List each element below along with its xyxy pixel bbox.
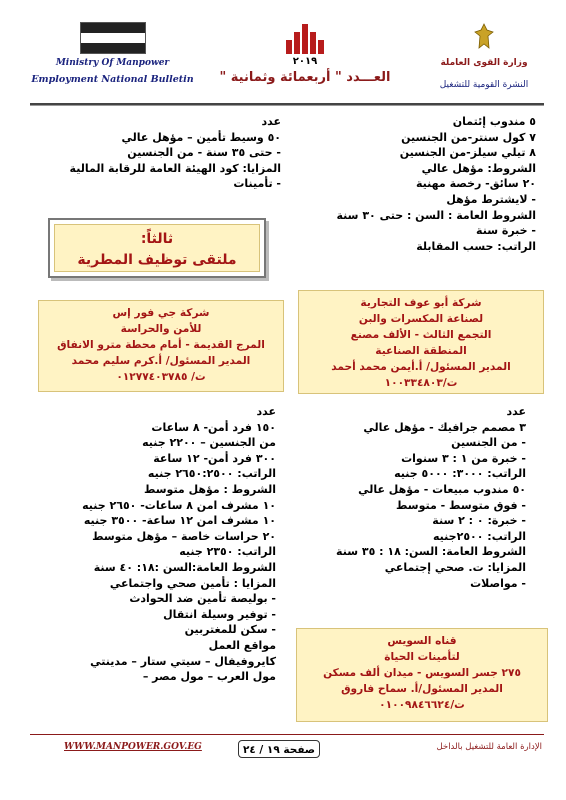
company-line: المرج القديمة - أمام محطة مترو الانفاق xyxy=(57,339,265,351)
ministry-arabic: وزارة القوى العاملة xyxy=(440,58,528,68)
header-center xyxy=(205,18,405,85)
page-number: صفحة ١٩ / ٢٤ xyxy=(238,740,320,758)
list-item: - فوق متوسط - متوسط xyxy=(396,498,526,512)
list-item: الراتب: ٢٣٥٠ جنيه xyxy=(179,545,276,559)
company-line: للأمن والحراسة xyxy=(120,323,202,335)
company-line: ٢٧٥ جسر السويس - ميدان ألف مسكن xyxy=(323,667,521,679)
company-line: المدير المسئول/أ. سماح فاروق xyxy=(341,683,503,695)
list-item: ٥٠ وسيط تأمين – مؤهل عالي xyxy=(121,130,281,144)
list-item: الشروط العامة : السن : حتى ٣٠ سنة xyxy=(336,208,536,222)
list-item: - بوليصة تأمين ضد الحوادث xyxy=(129,592,276,606)
list-item: - خبرة: ٠ : ٢ سنة xyxy=(432,514,526,528)
company-box-abu-auf xyxy=(298,290,544,394)
list-item: - سكن للمغتربين xyxy=(184,623,276,637)
section-heading xyxy=(54,224,260,272)
list-item: - تأمينات xyxy=(233,177,281,191)
flag-band-bottom xyxy=(81,43,145,53)
list-item: ٥٠ مندوب مبيعات - مؤهل عالي xyxy=(358,482,526,496)
list-item: الراتب: ٣٠٠٠: ٥٠٠٠ جنيه xyxy=(394,467,526,481)
list-item: ١٠ مشرف امن ١٢ ساعة- ٣٥٠٠ جنيه xyxy=(83,514,276,528)
company-line: شركة جي فور إس xyxy=(112,307,210,319)
company-box-suez xyxy=(296,628,548,722)
company-line: لتأمينات الحياة xyxy=(384,651,460,663)
company-line: شركة أبو عوف التجارية xyxy=(360,297,482,309)
list-item: الشروط العامة:السن :١٨: ٤٠ سنة xyxy=(93,560,276,574)
list-item: ٨ تيلي سيلز-من الجنسين xyxy=(399,146,536,160)
list-item: ٢٠ سائق- رخصة مهنية xyxy=(416,177,536,191)
list-item: - من الجنسين xyxy=(451,436,526,450)
list-item: عدد xyxy=(506,405,526,418)
list-item: ٣٠٠ فرد أمن- ١٢ ساعة xyxy=(153,451,276,465)
footer-admin: الإدارة العامة للتشغيل بالداخل xyxy=(436,742,542,752)
company-phone: ت/ ٠١٢٧٧٤٠٣٧٨٥ xyxy=(116,371,206,383)
company-line: قناه السويس xyxy=(387,635,457,647)
list-item: - حتى ٣٥ سنة - من الجنسين xyxy=(127,146,281,160)
list-item: المزايا: كود الهيئة العامة للرقابة المالية xyxy=(69,161,281,175)
bulletin-arabic: النشرة القومية للتشغيل xyxy=(439,80,529,90)
list-item: ٥ مندوب إئتمان xyxy=(452,115,536,128)
company-line: المدير المسئول/ أ.أيمن محمد أحمد xyxy=(331,361,511,373)
list-item: المزايا : تأمين صحي واجتماعي xyxy=(109,576,276,590)
list-item: الراتب: حسب المقابلة xyxy=(416,239,536,253)
list-item: ٢٠ حراسات خاصة – مؤهل متوسط xyxy=(92,529,276,543)
right-top-list xyxy=(296,114,536,254)
right-jobs-list xyxy=(286,404,526,591)
list-item: ٣ مصمم جرافيك - مؤهل عالي xyxy=(363,420,526,434)
list-item: الشروط العامة: السن: ١٨ : ٣٥ سنة xyxy=(336,545,526,559)
year-label: ٢٠١٩ xyxy=(292,56,318,67)
header-right xyxy=(424,22,544,90)
bulletin-english: Employment National Bulletin xyxy=(31,74,194,85)
company-phone: ت/١٠٠٣٣٤٨٠٣ xyxy=(384,377,458,389)
list-item: - مواصلات xyxy=(470,576,526,590)
list-item: الراتب: ٢٦٥٠:٢٥٠٠ جنيه xyxy=(147,467,276,481)
list-item: الشروط : مؤهل متوسط xyxy=(143,482,276,496)
section-title: ملتقى توظيف المطرية xyxy=(77,252,237,268)
list-item: المزايا: ت. صحي إجتماعي xyxy=(384,560,526,574)
list-item: مواقع العمل xyxy=(208,638,276,652)
list-item: مول العرب – مول مصر – xyxy=(142,670,276,684)
list-item: - خبرة سنة xyxy=(476,224,536,238)
list-item: الراتب: ٢٥٠٠جنيه xyxy=(433,529,526,543)
company-line: التجمع الثالث - الألف مصنع xyxy=(350,329,492,341)
bulletin-logo xyxy=(274,18,336,54)
header-left xyxy=(30,22,195,85)
company-phone: ت/٠١٠٠٩٨٤٦٦٢٤ xyxy=(379,699,465,711)
list-item: كايروفيفال – سيتي ستار – مدينتي xyxy=(90,654,276,668)
list-item: عدد xyxy=(256,405,276,418)
left-jobs-list xyxy=(36,404,276,685)
footer-divider xyxy=(30,734,544,735)
section-heading-frame xyxy=(48,218,266,278)
list-item: - توفير وسيلة انتقال xyxy=(163,607,276,621)
section-label: ثالثاً: xyxy=(140,231,174,247)
list-item: - لايشترط مؤهل xyxy=(446,192,536,206)
ministry-english: Ministry Of Manpower xyxy=(55,58,170,68)
header-divider xyxy=(30,103,544,106)
list-item: ١٠ مشرف امن ٨ ساعات- ٢٦٥٠ جنيه xyxy=(82,498,276,512)
issue-title: العـــدد " أربعمائة وثمانية " xyxy=(219,70,391,85)
left-top-list xyxy=(41,114,281,192)
flag-band-top xyxy=(81,23,145,33)
company-box-g4s xyxy=(38,300,284,392)
company-line: المدير المسئول/ أ.كرم سليم محمد xyxy=(71,355,251,367)
company-line: لصناعة المكسرات والبن xyxy=(358,313,484,325)
list-item: من الجنسين – ٢٢٠٠ جنيه xyxy=(142,436,276,450)
list-item: ١٥٠ فرد أمن- ٨ ساعات xyxy=(151,420,276,434)
flag-band-middle xyxy=(81,33,145,43)
list-item: - خبرة من ١ : ٣ سنوات xyxy=(401,451,526,465)
list-item: ٧ كول سنتر-من الجنسين xyxy=(401,130,536,144)
company-line: المنطقة الصناعية xyxy=(375,345,467,357)
list-item: الشروط: مؤهل عالي xyxy=(421,161,536,175)
website-link[interactable]: WWW.MANPOWER.GOV.EG xyxy=(64,742,202,752)
list-item: عدد xyxy=(261,115,281,128)
flag-logo xyxy=(80,22,146,54)
eagle-icon xyxy=(474,22,494,50)
